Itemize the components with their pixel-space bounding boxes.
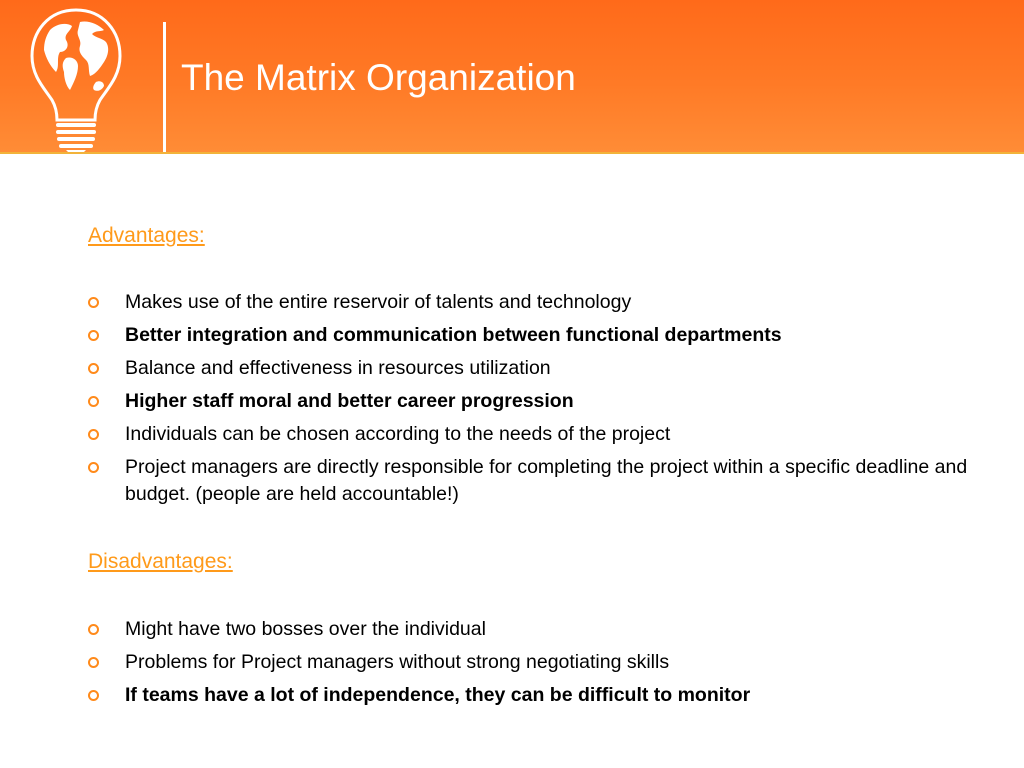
bullet-ring-icon	[88, 396, 99, 407]
list-item-text: Individuals can be chosen according to the needs of the project	[125, 423, 671, 445]
list-item	[88, 355, 988, 382]
bullet-ring-icon	[88, 690, 99, 701]
list-item-text: Balance and effectiveness in resources utilization	[125, 357, 551, 379]
list-item	[88, 616, 988, 643]
list-item-text: Problems for Project managers without strong negotiating skills	[125, 651, 670, 673]
page-title: The Matrix Organization	[181, 57, 576, 98]
list-item	[88, 682, 988, 709]
list-item-text: Higher staff moral and better career progression	[125, 390, 574, 412]
bullet-ring-icon	[88, 297, 99, 308]
bullet-ring-icon	[88, 624, 99, 635]
advantages-list	[88, 289, 988, 514]
list-item	[88, 421, 988, 448]
bullet-ring-icon	[88, 330, 99, 341]
list-item-text: Might have two bosses over the individual	[125, 618, 486, 640]
list-item-text: Makes use of the entire reservoir of talents and technology	[125, 291, 632, 313]
list-item	[88, 649, 988, 676]
header-divider	[163, 22, 166, 154]
list-item	[88, 388, 988, 415]
advantages-heading: Advantages:	[88, 224, 205, 247]
bullet-ring-icon	[88, 657, 99, 668]
disadvantages-list	[88, 616, 988, 715]
bullet-ring-icon	[88, 363, 99, 374]
bullet-ring-icon	[88, 462, 99, 473]
title-banner	[0, 0, 1024, 154]
list-item-text: Better integration and communication between functional departments	[125, 324, 782, 346]
list-item	[88, 289, 988, 316]
disadvantages-heading: Disadvantages:	[88, 550, 233, 573]
lightbulb-globe-icon	[26, 6, 126, 154]
list-item	[88, 322, 988, 349]
list-item-text: If teams have a lot of independence, they can be difficult to monitor	[125, 684, 751, 706]
list-item	[88, 454, 988, 508]
list-item-text: Project managers are directly responsible for completing the project within a specific deadline and budget. (people are held accountable!)	[125, 456, 968, 505]
bullet-ring-icon	[88, 429, 99, 440]
